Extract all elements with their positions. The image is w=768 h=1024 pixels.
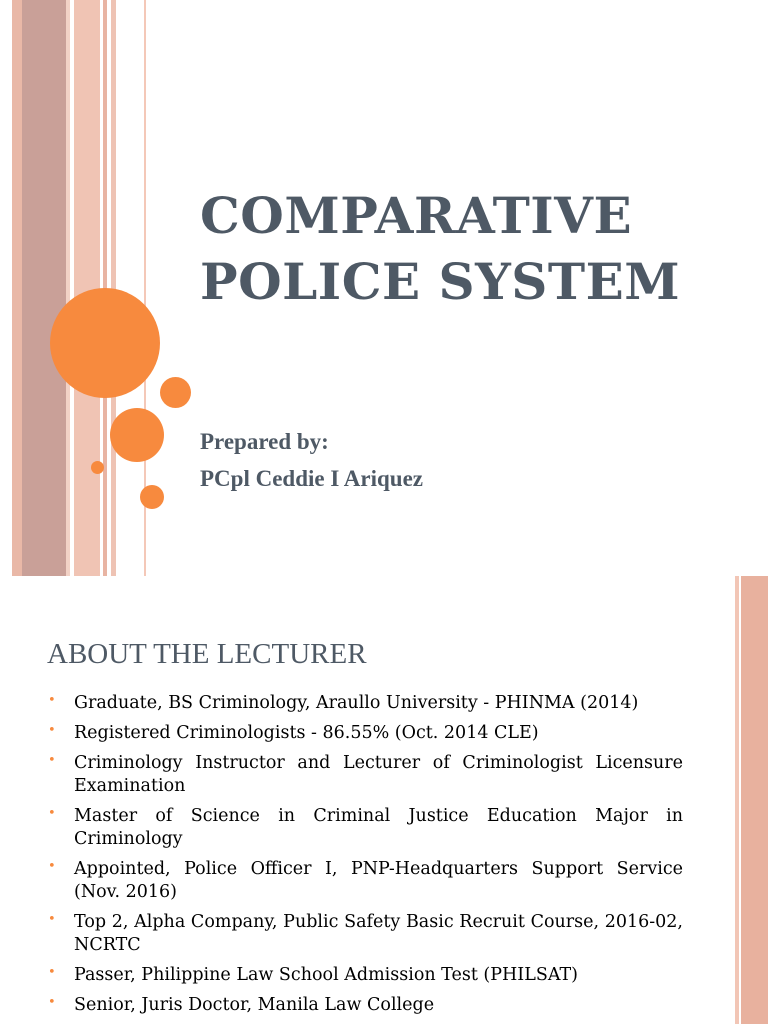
decorative-stripe: [741, 576, 768, 1024]
list-item: [47, 805, 683, 851]
decorative-circle-medium: [110, 408, 164, 462]
about-slide: [0, 576, 768, 1024]
slide-title-line-2: POLICE SYSTEM: [200, 252, 681, 311]
list-item-text: Appointed, Police Officer I, PNP-Headquarters Support Service (Nov. 2016): [74, 859, 683, 902]
list-item: [47, 752, 683, 798]
decorative-stripe: [12, 0, 22, 576]
bullet-icon: •: [48, 912, 56, 927]
slide-title-line-1: COMPARATIVE: [200, 186, 633, 245]
list-item-text: Senior, Juris Doctor, Manila Law College: [74, 995, 435, 1015]
slide-title: [200, 183, 740, 315]
list-item-text: Criminology Instructor and Lecturer of Criminologist Licensure Examination: [74, 753, 683, 796]
list-item-text: Master of Science in Criminal Justice Education Major in Criminology: [74, 806, 683, 849]
bullet-icon: •: [48, 995, 56, 1010]
list-item: [47, 964, 683, 987]
prepared-by-label: Prepared by:: [200, 429, 329, 454]
list-item: [47, 994, 683, 1017]
list-item-text: Registered Criminologists - 86.55% (Oct. 2014 CLE): [74, 723, 539, 743]
prepared-by-block: [200, 423, 423, 497]
bullet-icon: •: [48, 693, 56, 708]
list-item-text: Top 2, Alpha Company, Public Safety Basic Recruit Course, 2016-02, NCRTC: [74, 912, 683, 955]
bullet-icon: •: [48, 965, 56, 980]
decorative-circle-large: [50, 288, 160, 398]
decorative-circle-small: [160, 377, 191, 408]
bullet-icon: •: [48, 723, 56, 738]
decorative-circle-tiny: [91, 461, 104, 474]
decorative-stripe: [22, 0, 66, 576]
list-item: [47, 911, 683, 957]
list-item-text: Graduate, BS Criminology, Araullo University - PHINMA (2014): [74, 693, 639, 713]
list-item-text: Passer, Philippine Law School Admission Test (PHILSAT): [74, 965, 578, 985]
list-item: [47, 722, 683, 745]
lecturer-credentials-list: [47, 692, 683, 1024]
bullet-icon: •: [48, 753, 56, 768]
bullet-icon: •: [48, 806, 56, 821]
bullet-icon: •: [48, 859, 56, 874]
list-item: [47, 858, 683, 904]
decorative-circle-small: [140, 485, 164, 509]
section-heading: ABOUT THE LECTURER: [47, 638, 367, 670]
presenter-name: PCpl Ceddie I Ariquez: [200, 466, 423, 491]
decorative-stripe: [66, 0, 70, 576]
decorative-stripe: [735, 576, 739, 1024]
list-item: [47, 692, 683, 715]
